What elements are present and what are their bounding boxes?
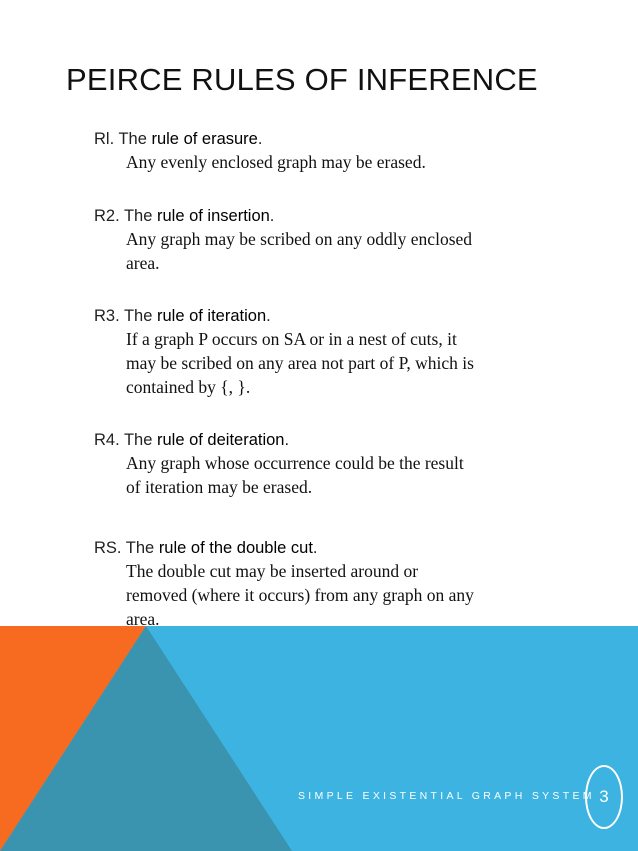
rule-prefix: R4. The [94,431,157,449]
rule-name: rule of erasure [151,130,258,148]
rule-description-line: If a graph P occurs on SA or in a nest of cuts, it [126,329,457,349]
rule-heading [94,128,534,150]
rule-description [126,559,534,631]
rule-description [126,227,534,275]
rule-heading [94,205,534,227]
rule-description-line: contained by {, }. [126,377,251,397]
rule-description-line: area. [126,609,160,629]
rule-prefix: Rl. The [94,130,152,148]
slide-title: PEIRCE RULES OF INFERENCE [66,62,538,97]
rule-suffix: . [269,207,275,225]
rule-heading [94,537,534,559]
rule-name: rule of insertion [156,207,270,225]
rule-item [94,128,534,174]
rule-description-line: may be scribed on any area not part of P, which is [126,353,474,373]
rule-description-line: The double cut may be inserted around or [126,561,419,581]
rule-prefix: RS. The [94,539,159,557]
rule-description-line: of iteration may be erased. [126,477,313,497]
rule-prefix: R3. The [94,307,157,325]
rule-heading [94,305,534,327]
rule-description-line: area. [126,253,160,273]
rule-suffix: . [312,539,318,557]
footer-text: SIMPLE EXISTENTIAL GRAPH SYSTEM [298,790,595,802]
rule-suffix: . [266,307,271,325]
rule-prefix: R2. The [94,207,157,225]
rule-name: rule of deiteration [156,431,285,449]
rule-name: rule of the double cut [158,539,313,557]
page-number: 3 [585,765,623,829]
rule-description-line: Any graph whose occurrence could be the result [126,453,464,473]
rule-item [94,205,534,275]
rule-description-line: Any evenly enclosed graph may be erased. [126,152,426,172]
rule-heading [94,429,534,451]
rule-description [126,451,534,499]
rule-suffix: . [284,431,290,449]
rule-description [126,327,534,399]
rule-item [94,537,534,631]
rule-suffix: . [257,130,263,148]
rule-description-line: Any graph may be scribed on any oddly enclosed [126,229,473,249]
rule-item [94,305,534,399]
rule-description-line: removed (where it occurs) from any graph on any [126,585,474,605]
rule-item [94,429,534,499]
rule-description [126,150,534,174]
rule-name: rule of iteration [156,307,267,325]
